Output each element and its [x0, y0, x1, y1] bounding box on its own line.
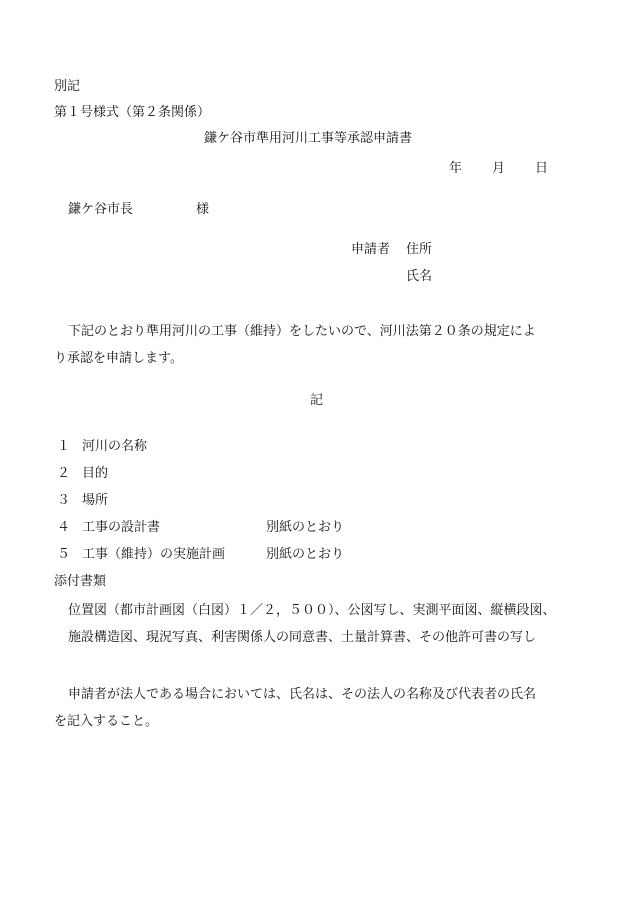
- item-label: 工事の設計書: [82, 520, 161, 535]
- document-title: 鎌ケ谷市準用河川工事等承認申請書: [204, 131, 413, 146]
- attachments-line-2: 施設構造図、現況写真、利害関係人の同意書、土量計算書、その他許可書の写し: [68, 630, 537, 645]
- item-number: ２: [57, 466, 71, 481]
- note-line-2: を記入すること。: [54, 714, 159, 729]
- applicant-name-label: 氏名: [406, 269, 433, 284]
- attachments-line-1: 位置図（都市計画図（白図）１／２，５００）、公図写し、実測平面図、縦横段図、: [68, 603, 556, 618]
- ki-heading: 記: [310, 393, 324, 408]
- request-line-2: り承認を申請します。: [54, 351, 183, 366]
- appendix-label: 別記: [54, 79, 81, 94]
- date-day: 日: [535, 161, 549, 176]
- item-number: ３: [57, 493, 71, 508]
- request-line-1: 下記のとおり準用河川の工事（維持）をしたいので、河川法第２０条の規定によ: [68, 324, 536, 339]
- form-number: 第１号様式（第２条関係）: [54, 105, 211, 120]
- note-line-1: 申請者が法人である場合においては、氏名は、その法人の名称及び代表者の氏名: [68, 687, 537, 702]
- item-value: 別紙のとおり: [266, 547, 345, 562]
- addressee-name: 鎌ケ谷市長: [68, 202, 134, 217]
- applicant-address-label: 住所: [406, 242, 433, 257]
- item-label: 工事（維持）の実施計画: [82, 547, 226, 562]
- item-label: 河川の名称: [82, 439, 148, 454]
- date-month: 月: [492, 161, 506, 176]
- item-label: 目的: [82, 466, 109, 481]
- applicant-label: 申請者: [351, 242, 391, 257]
- item-number: ５: [57, 547, 71, 562]
- item-number: ４: [57, 520, 71, 535]
- addressee-honorific: 様: [196, 202, 210, 217]
- item-number: １: [57, 439, 71, 454]
- item-value: 別紙のとおり: [266, 520, 345, 535]
- attachments-heading: 添付書類: [54, 574, 107, 589]
- date-year: 年: [449, 161, 463, 176]
- item-label: 場所: [82, 493, 109, 508]
